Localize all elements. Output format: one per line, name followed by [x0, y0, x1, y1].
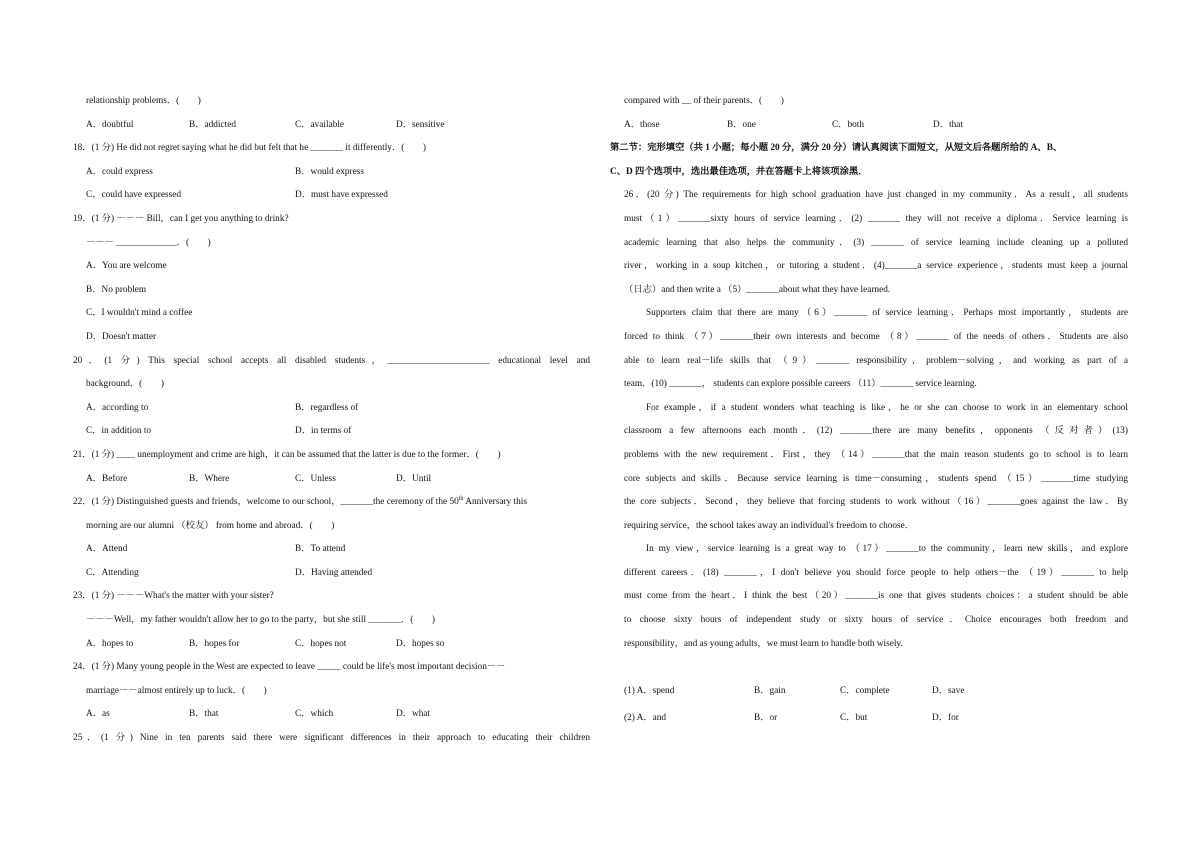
option-b[interactable]: B．Where — [189, 473, 230, 484]
question-20-stem-cont: background．( ) — [86, 379, 164, 390]
right-column — [610, 90, 1128, 732]
question-22-stem-cont: morning are our alumni （校友） from home and abroad．( ) — [86, 520, 335, 531]
question-22-options-row1 — [73, 538, 590, 562]
question-22-stem-part2: Anniversary this — [463, 497, 527, 508]
passage-line: river，working in a soup kitchen，or tutoring a student．(4)_______a service experience，students must keep a journal — [624, 261, 1128, 272]
option-a[interactable]: A．hopes to — [86, 638, 134, 649]
option-c[interactable]: C．I wouldn't mind a coffee — [86, 308, 193, 319]
spacer — [624, 656, 1128, 678]
option-c[interactable]: C．Attending — [86, 567, 139, 578]
passage-line: In my view，service learning is a great way to （17）_______to the community，learn new skills，and explore — [646, 544, 1128, 555]
option-a[interactable]: (2) A．and — [624, 713, 667, 724]
passage-line: forced to think （7）_______their own interests and become （8）_______ of the needs of others．Students are also — [624, 331, 1128, 342]
option-a[interactable]: A．those — [624, 119, 660, 130]
option-c[interactable]: C．hopes not — [295, 638, 347, 649]
question-24-options — [73, 703, 590, 727]
option-c[interactable]: C．both — [832, 119, 865, 130]
passage-line: For example，if a student wonders what teaching is like，he or she can choose to work in an elementary school — [646, 402, 1128, 413]
option-a[interactable]: A．according to — [86, 402, 149, 413]
option-c[interactable]: C．could have expressed — [86, 190, 182, 201]
option-b[interactable]: B．addicted — [189, 119, 236, 130]
option-d[interactable]: D．save — [932, 686, 965, 697]
option-c[interactable]: C．which — [295, 709, 334, 720]
option-b[interactable]: B．To attend — [295, 544, 346, 555]
question-25-stem: 25．(1 分) Nine in ten parents said there were significant differences in their approach to educating their children — [73, 733, 590, 744]
option-d[interactable]: D．Having attended — [295, 567, 373, 578]
passage-line: classroom a few afternoons each month．(12) _______there are many benefits，opponents （反对者）(13) — [624, 426, 1128, 437]
option-b[interactable]: B．or — [754, 713, 778, 724]
ordinal-suffix: th — [458, 496, 464, 502]
question-23-reply: －－－Well，my father wouldn't allow her to go to the party，but she still _______．( ) — [86, 615, 435, 626]
option-c[interactable]: C．available — [295, 119, 345, 130]
question-23-options — [73, 633, 590, 657]
option-d[interactable]: D．hopes so — [396, 638, 445, 649]
passage-line: must come from the heart．I think the best（20）_______is one that gives students choices：a student should be able — [624, 591, 1128, 602]
question-24-stem-cont: marriage－－almost entirely up to luck．( ) — [86, 685, 267, 696]
option-d[interactable]: D．in terms of — [295, 426, 352, 437]
cloze-1-options — [624, 678, 1128, 705]
question-24-stem: 24．(1 分) Many young people in the West are expected to leave _____ could be life's most important decision－－ — [73, 662, 506, 673]
option-a[interactable]: A．Attend — [86, 544, 128, 555]
option-b[interactable]: B．regardless of — [295, 402, 359, 413]
option-b[interactable]: B．hopes for — [189, 638, 240, 649]
option-d[interactable]: D．sensitive — [396, 119, 445, 130]
question-18-stem: 18．(1 分) He did not regret saying what he did but felt that he _______ it differently．( ) — [73, 143, 427, 154]
option-d[interactable]: D．what — [396, 709, 431, 720]
option-d[interactable]: D．Doesn't matter — [86, 331, 157, 342]
passage-line: problems with the new requirement．First，they （14）_______that the main reason students go to school is to learn — [624, 449, 1128, 460]
question-25-options — [624, 114, 1128, 138]
passage-line: academic learning that also helps the community．(3) _______ of service learning include cleaning up a polluted — [624, 237, 1128, 248]
question-20-options-row1 — [73, 397, 590, 421]
passage-line: different careers．(18) _______，I don't believe you should force people to help others－the （19）_______ to help — [624, 567, 1128, 578]
option-d[interactable]: D．for — [932, 713, 959, 724]
option-b[interactable]: B．No problem — [86, 284, 147, 295]
cloze-2-options — [624, 705, 1128, 732]
question-17-options — [73, 114, 590, 138]
option-a[interactable]: A．Before — [86, 473, 128, 484]
option-b[interactable]: B．that — [189, 709, 219, 720]
question-21-stem: 21．(1 分) ____ unemployment and crime are high，it can be assumed that the latter is due to the former．( ) — [73, 449, 501, 460]
question-17-continuation: relationship problems．( ) — [86, 96, 201, 106]
question-21-options — [73, 468, 590, 492]
option-a[interactable]: A．doubtful — [86, 119, 134, 130]
option-c[interactable]: C．in addition to — [86, 426, 152, 437]
option-b[interactable]: B．one — [727, 119, 756, 130]
passage-line: core subjects and skills．Because service learning is time－consuming，students spend （15）_______time studying — [624, 473, 1128, 484]
question-23-stem: 23．(1 分) －－－What's the matter with your sister? — [73, 591, 274, 602]
passage-line: 26．(20 分) The requirements for high school graduation have just changed in my community．As a result，all students — [624, 190, 1128, 201]
option-b[interactable]: B．gain — [754, 686, 786, 697]
option-a[interactable]: A．as — [86, 709, 110, 720]
passage-line: to choose sixty hours of independent study or sixty hours of service．Choice encourages both freedom and — [624, 615, 1128, 626]
left-column — [73, 90, 590, 751]
option-a[interactable]: A．could express — [86, 166, 153, 177]
question-25-continuation: compared with __ of their parents．( ) — [624, 96, 784, 106]
option-a[interactable]: A．You are welcome — [86, 261, 167, 272]
passage-line: able to learn real－life skills that （9）_______ responsibility，problem－solving，and working as part of a — [624, 355, 1128, 366]
question-20-stem: 20．(1 分) This special school accepts all disabled students，______________________ educational level and — [73, 355, 590, 366]
option-c[interactable]: C．Unless — [295, 473, 336, 484]
option-d[interactable]: D．must have expressed — [295, 190, 388, 201]
option-a[interactable]: (1) A．spend — [624, 686, 675, 697]
passage-line: team．(10) _______， students can explore possible careers （11）_______ service learning. — [624, 379, 977, 390]
passage-line: （日志）and then write a （5）_______about what they have learned. — [624, 284, 891, 295]
question-18-options-row1 — [73, 161, 590, 185]
question-22-options-row2 — [73, 562, 590, 586]
section-heading: 第二节：完形填空（共 1 小题；每小题 20 分，满分 20 分）请认真阅读下面短文，从短文后各题所给的 A、B、 — [610, 143, 1063, 154]
passage-line: the core subjects．Second，they believe that forcing students to work without（16）_______goes against the law．By — [624, 497, 1128, 508]
question-22-stem — [73, 491, 590, 515]
passage-line: responsibility，and as young adults，we must learn to handle both wisely. — [624, 638, 903, 649]
question-22-stem-part1: 22．(1 分) Distinguished guests and friends，welcome to our school，_______the ceremony of the 50 — [73, 497, 459, 508]
passage-line: Supporters claim that there are many（6）_______ of service learning．Perhaps most importantly，students are — [646, 308, 1128, 319]
section-heading-cont: C、D 四个选项中，选出最佳选项，并在答题卡上将该项涂黑． — [610, 166, 868, 177]
option-b[interactable]: B．would express — [295, 166, 364, 177]
option-d[interactable]: D．that — [933, 119, 963, 130]
passage-line: requiring service，the school takes away an individual's freedom to choose． — [624, 520, 915, 531]
question-18-options-row2 — [73, 184, 590, 208]
question-19-stem: 19．(1 分) －－－ Bill，can I get you anything to drink? — [73, 213, 289, 224]
option-d[interactable]: D．Until — [396, 473, 432, 484]
option-c[interactable]: C．but — [840, 713, 868, 724]
question-20-options-row2 — [73, 420, 590, 444]
option-c[interactable]: C．complete — [840, 686, 890, 697]
question-19-reply: －－－ _____________．( ) — [86, 237, 211, 248]
passage-line: must（1）_______sixty hours of service learning．(2) _______ they will not receive a diploma．Service learning is — [624, 213, 1128, 224]
